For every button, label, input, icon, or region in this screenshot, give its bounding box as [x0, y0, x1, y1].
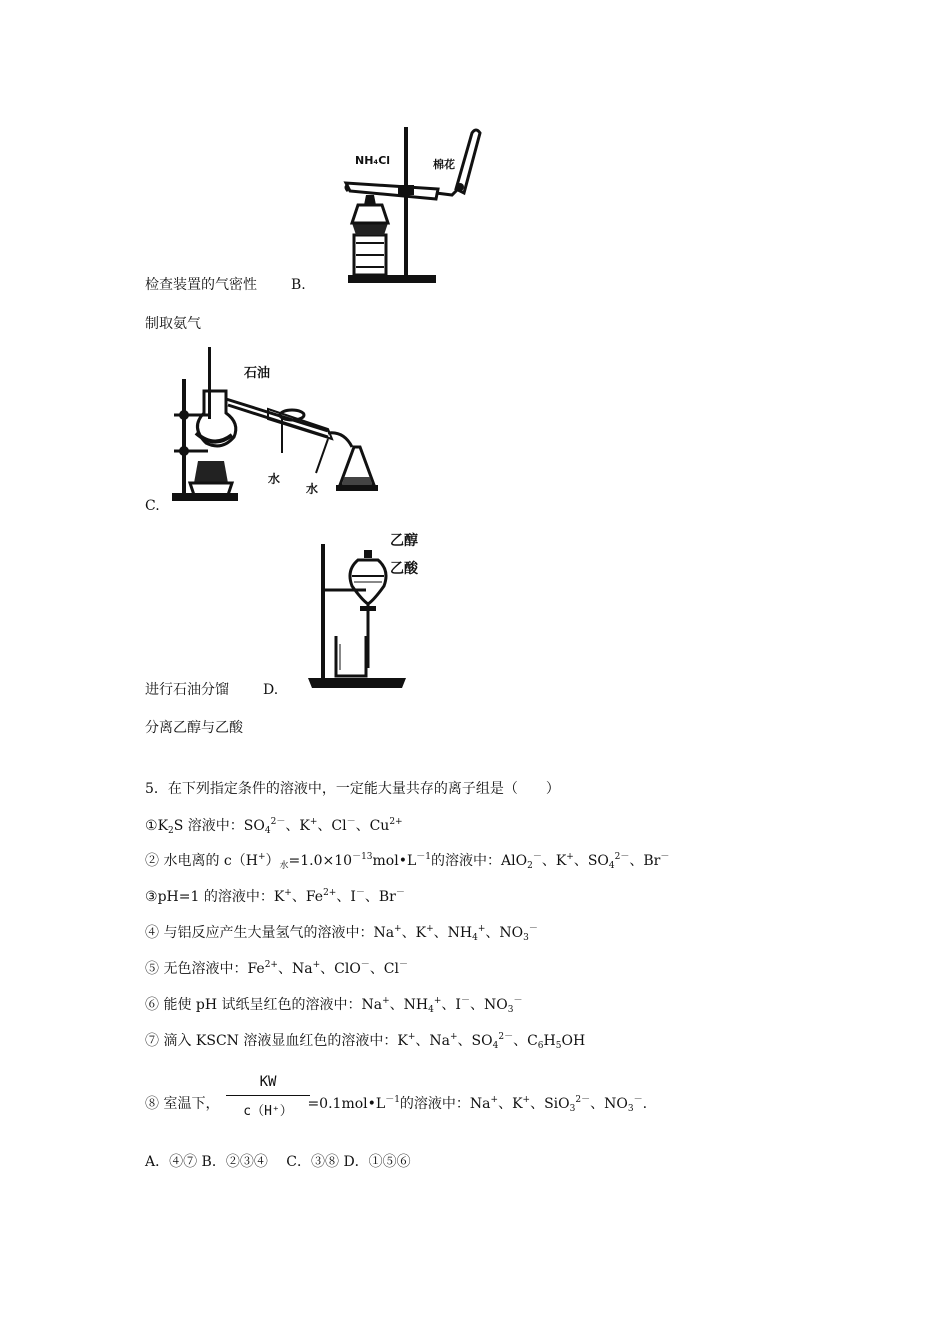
figure-label-ethanol: 乙醇: [390, 533, 418, 549]
question-5-item-6: ⑥ 能使 pH 试纸呈红色的溶液中：Na+、$NH_4^+$、I－、$NO_3^-$: [145, 996, 523, 1015]
option-c-caption: 进行石油分馏: [145, 682, 229, 698]
figure-label-cotton: 棉花: [433, 158, 455, 171]
question-5-item-4: ④ 与铝反应产生大量氢气的溶液中：Na+、K+、$NH_4^+$、$NO_3^-$: [145, 924, 538, 943]
fraction-numerator: KW: [259, 1074, 277, 1090]
figure-label-petroleum: 石油: [244, 366, 271, 381]
figure-label-acetic-acid: 乙酸: [390, 561, 418, 577]
question-5-item-2: ② 水电离的 $c(H^+)_水=1.0\times 10^{-13}mol•L^{-1}$的溶液中：AlO$_2$－、K+、$SO_4^{2-}$、Br－: [145, 852, 670, 871]
option-a-caption-line: [145, 275, 306, 295]
figure-label-water-2: 水: [306, 482, 319, 496]
fraction-bar: [226, 1095, 310, 1096]
question-5-answer-choices: A．④⑦ B．②③④ C．③⑧ D．①⑤⑥: [145, 1154, 411, 1170]
question-5-item-3: ③pH=1 的溶液中：K+、$Fe^{2+}$、I－、Br－: [145, 888, 405, 905]
question-5-item-7: ⑦ 滴入 KSCN 溶液显血红色的溶液中：K+、Na+、$SO_4^{2-}$、$C_6H_5OH$: [145, 1032, 586, 1051]
option-b-letter: B.: [291, 277, 306, 293]
option-d-caption: 分离乙醇与乙酸: [145, 720, 243, 736]
question-5-stem: 5．在下列指定条件的溶液中，一定能大量共存的离子组是（ ）: [145, 781, 560, 797]
option-a-caption: 检查装置的气密性: [145, 277, 257, 293]
question-5-item-1: $①K_2S$ 溶液中：$SO_4^{2-}$、K+、Cl－、$Cu^{2+}$: [145, 817, 403, 836]
figure-ammonia-apparatus: [340, 125, 485, 290]
question-5-item-8: ⑧ 室温下， $=0.1mol•L^{-1}$的溶液中：Na+、K+、SiO$_3^{2-}$、$NO_3^-$.: [145, 1095, 648, 1114]
option-c-letter: C.: [145, 498, 160, 514]
fraction-denominator: c（H⁺）: [243, 1104, 293, 1119]
question-5-item-5: ⑤ 无色溶液中：$Fe^{2+}$、Na+、ClO－、Cl－: [145, 960, 409, 977]
kw-fraction: [226, 1074, 310, 1119]
option-b-caption: 制取氨气: [145, 316, 201, 332]
figure-label-water-1: 水: [268, 472, 281, 486]
option-d-letter: D.: [263, 682, 279, 698]
figure-label-nh4cl: NH₄Cl: [355, 154, 391, 167]
option-c-caption-line: [145, 680, 278, 700]
